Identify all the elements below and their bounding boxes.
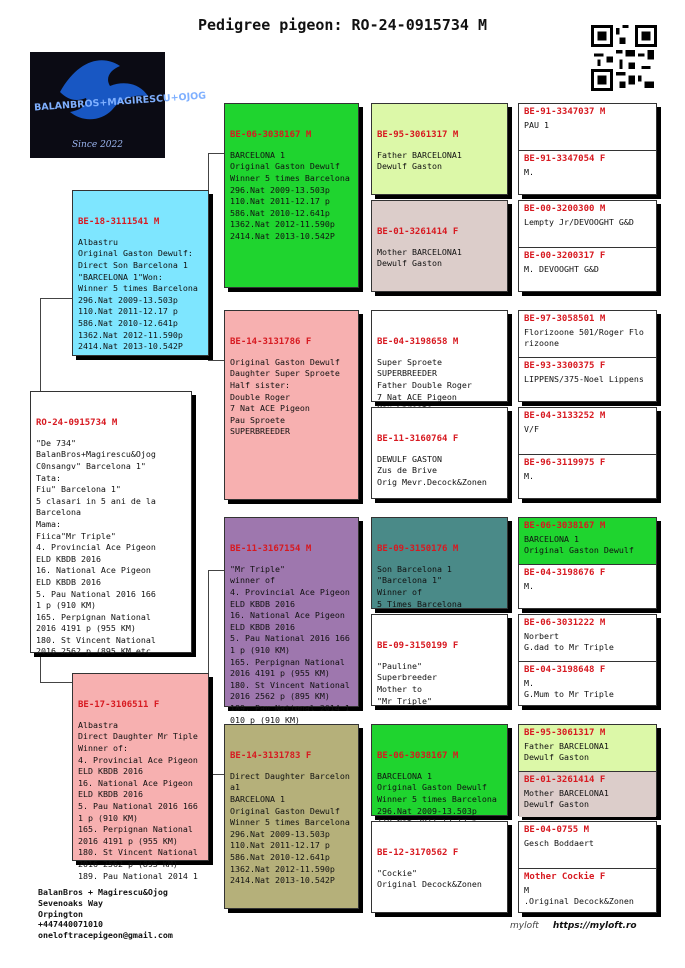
sire-card [72,190,209,356]
great-grandparent-card-3 [371,310,508,402]
bracket-sire [208,153,224,361]
ggg-id-6: BE-93-3300375 F [524,361,606,371]
grandparent-text-4: Direct Daughter Barcelon a1 BARCELONA 1 Original Gaston Dewulf Winner 5 times Barcelona 296.Nat 2009-13.503p 110.Nat 2011-12.17 p 586.Nat 2010-12.641p 1362.Nat 2012-11.590p 2414.Nat 2013-10.542P [230,770,350,886]
grandparent-text-2: Original Gaston Dewulf Daughter Super Sproete Half sister: Double Roger 7 Nat ACE Pigeon Pau Sproete SUPERBREEDER [230,356,340,437]
great-grandparent-card-5 [371,517,508,609]
grandparent-id-2: BE-14-3131786 F [230,337,312,348]
grandparent-id-4: BE-14-3131783 F [230,751,312,762]
sire-text: Albastru Original Gaston Dewulf: Direct Son Barcelona 1 "BARCELONA 1"Won: Winner 5 times Barcelona 296.Nat 2009-13.503p 110.Nat 2011-12.17 p 586.Nat 2010-12.641p 1362.Nat 2012-11.590p 2414.Nat 2013-10.542P [78,236,198,352]
great-grandparent-id-2: BE-01-3261414 F [377,227,459,238]
great-grandparent-text-4: DEWULF GASTON Zus de Brive Orig Mevr.Decock&Zonen [377,453,487,487]
ggg-text-5: Florizoone 501/Roger Flo rizoone [524,326,644,349]
ggg-text-7: V/F [524,423,539,434]
great-grandparent-text-1: Father BARCELONA1 Dewulf Gaston [377,149,462,172]
ggg-id-9: BE-06-3038167 M [524,521,606,531]
ggg-card-5 [518,517,657,609]
ggg-text-15: Gesch Boddaert [524,837,594,848]
myloft-watermark: myloft [510,921,539,931]
ggg-text-14: Mother BARCELONA1 Dewulf Gaston [524,787,609,810]
ggg-text-12: M. G.Mum to Mr Triple [524,677,614,700]
logo-text: BALANBROS+MAGIRESCU+OJOG [33,90,207,114]
dam-card [72,673,209,881]
ggg-text-13: Father BARCELONA1 Dewulf Gaston [524,740,609,763]
great-grandparent-id-5: BE-09-3150176 M [377,544,459,555]
ggg-id-3: BE-00-3200300 M [524,204,606,214]
great-grandparent-id-4: BE-11-3160764 F [377,434,459,445]
great-grandparent-card-2 [371,200,508,292]
ggg-id-16: Mother Cockie F [524,872,606,882]
ggg-id-1: BE-91-3347037 M [524,107,606,117]
logo-since: Since 2022 [72,140,123,150]
great-grandparent-text-8: "Cockie" Original Decock&Zonen [377,867,482,890]
page-title: Pedigree pigeon: RO-24-0915734 M [198,16,487,34]
ggg-card-1 [518,103,657,195]
site-link[interactable]: https://myloft.ro [552,921,637,931]
ggg-text-3: Lempty Jr/DEVOOGHT G&D [524,216,634,227]
ggg-id-12: BE-04-3198648 F [524,665,606,675]
ggg-card-8 [518,821,657,913]
ggg-card-4 [518,407,657,499]
grandparent-id-3: BE-11-3167154 M [230,544,312,555]
great-grandparent-text-6: "Pauline" Superbreeder Mother to "Mr Triple" [377,660,437,706]
logo [30,52,207,158]
footer-brand [510,921,637,931]
ggg-card-6 [518,614,657,706]
ggg-card-7 [518,724,657,816]
ggg-id-4: BE-00-3200317 F [524,251,606,261]
grandparent-card-3 [224,517,359,725]
great-grandparent-card-6 [371,614,508,706]
grandparent-id-1: BE-06-3038167 M [230,130,312,141]
great-grandparent-card-7 [371,724,508,816]
great-grandparent-id-3: BE-04-3198658 M [377,337,459,348]
great-grandparent-card-4 [371,407,508,499]
great-grandparent-id-7: BE-06-3038167 M [377,751,459,762]
great-grandparent-id-8: BE-12-3170562 F [377,848,459,859]
subject-card [30,391,192,657]
ggg-id-7: BE-04-3133252 M [524,411,606,421]
dam-text: Albastra Direct Daughter Mr Tiple Winner of: 4. Provincial Ace Pigeon ELD KBDB 2016 16. National Ace Pigeon ELD KBDB 2016 5. Pau National 2016 166 1 p (910 KM) 165. Perpignan National 2016 4191 p (955 KM) 180. St Vincent National 2016 2562 p (895 KM) 189. Pau National 2014 1 [78,719,198,881]
ggg-id-10: BE-04-3198676 F [524,568,606,578]
ggg-card-2 [518,200,657,292]
sire-id: BE-18-3111541 M [78,217,160,228]
grandparent-card-4 [224,724,359,909]
grandparent-text-1: BARCELONA 1 Original Gaston Dewulf Winner 5 times Barcelona 296.Nat 2009-13.503p 110.Nat 2011-12.17 p 586.Nat 2010-12.641p 1362.Nat 2012-11.590p 2414.Nat 2013-10.542P [230,149,350,241]
ggg-text-11: Norbert G.dad to Mr Triple [524,630,614,653]
ggg-text-9: BARCELONA 1 Original Gaston Dewulf [524,533,634,556]
ggg-text-10: M. [524,580,534,591]
ggg-text-4: M. DEVOOGHT G&D [524,263,599,274]
ggg-card-3 [518,310,657,402]
great-grandparent-text-3: Super Sproete SUPERBREEDER Father Double Roger 7 Nat ACE Pigeon [377,356,472,402]
grandparent-card-1 [224,103,359,288]
great-grandparent-text-2: Mother BARCELONA1 Dewulf Gaston [377,246,462,269]
bracket-dam [208,570,224,775]
ggg-id-2: BE-91-3347054 F [524,154,606,164]
ggg-id-11: BE-06-3031222 M [524,618,606,628]
grandparent-card-2 [224,310,359,500]
subject-id: RO-24-0915734 M [36,418,118,429]
ggg-text-6: LIPPENS/375-Noel Lippens [524,373,644,384]
grandparent-text-3: "Mr Triple" winner of 4. Provincial Ace Pigeon ELD KBDB 2016 16. National Ace Pigeon ELD KBDB 2016 5. Pau National 2016 166 1 p (910 KM) 165. Perpignan National 2016 4191 p (955 KM) 180. St Vincent National 2016 2562 p (895 KM) 189. Pau National 2014 1 010 p (910 KM) [230,563,350,725]
qr-code [591,25,657,91]
great-grandparent-card-8 [371,821,508,913]
ggg-id-8: BE-96-3119975 F [524,458,606,468]
great-grandparent-text-7: BARCELONA 1 Original Gaston Dewulf Winner 5 times Barcelona 296.Nat 2009-13.503p [377,770,497,816]
ggg-text-8: M. [524,470,534,481]
ggg-text-1: PAU 1 [524,119,549,130]
ggg-id-14: BE-01-3261414 F [524,775,606,785]
great-grandparent-id-6: BE-09-3150199 F [377,641,459,652]
great-grandparent-text-5: Son Barcelona 1 "Barcelona 1" Winner of 5 Times Barcelona [377,563,462,609]
subject-text: "De 734" BalanBros+Magirescu&Ojog C0nsangv" Barcelona 1" Tata: Fiu" Barcelona 1" 5 clasari in 5 ani de la Barcelona Mama: Fiica"Mr Triple" 4. Provincial Ace Pigeon ELD KBDB 2016 16. National Ace Pigeon ELD KBDB 2016 5. Pau National 2016 166 1 p (910 KM) 165. Perpignan National 2016 4191 p (955 KM) 180. St Vincent National 2016 2562 p (895 KM etc [36,437,156,657]
ggg-text-16: M .Original Decock&Zonen [524,884,634,907]
owner-contact: BalanBros + Magirescu&Ojog Sevenoaks Way Orpington +447440071010 oneloftracepigeon@gmail.com [38,887,173,941]
dam-id: BE-17-3106511 F [78,700,160,711]
ggg-text-2: M. [524,166,534,177]
ggg-id-13: BE-95-3061317 M [524,728,606,738]
great-grandparent-id-1: BE-95-3061317 M [377,130,459,141]
great-grandparent-card-1 [371,103,508,195]
ggg-id-5: BE-97-3058501 M [524,314,606,324]
ggg-id-15: BE-04-0755 M [524,825,590,835]
